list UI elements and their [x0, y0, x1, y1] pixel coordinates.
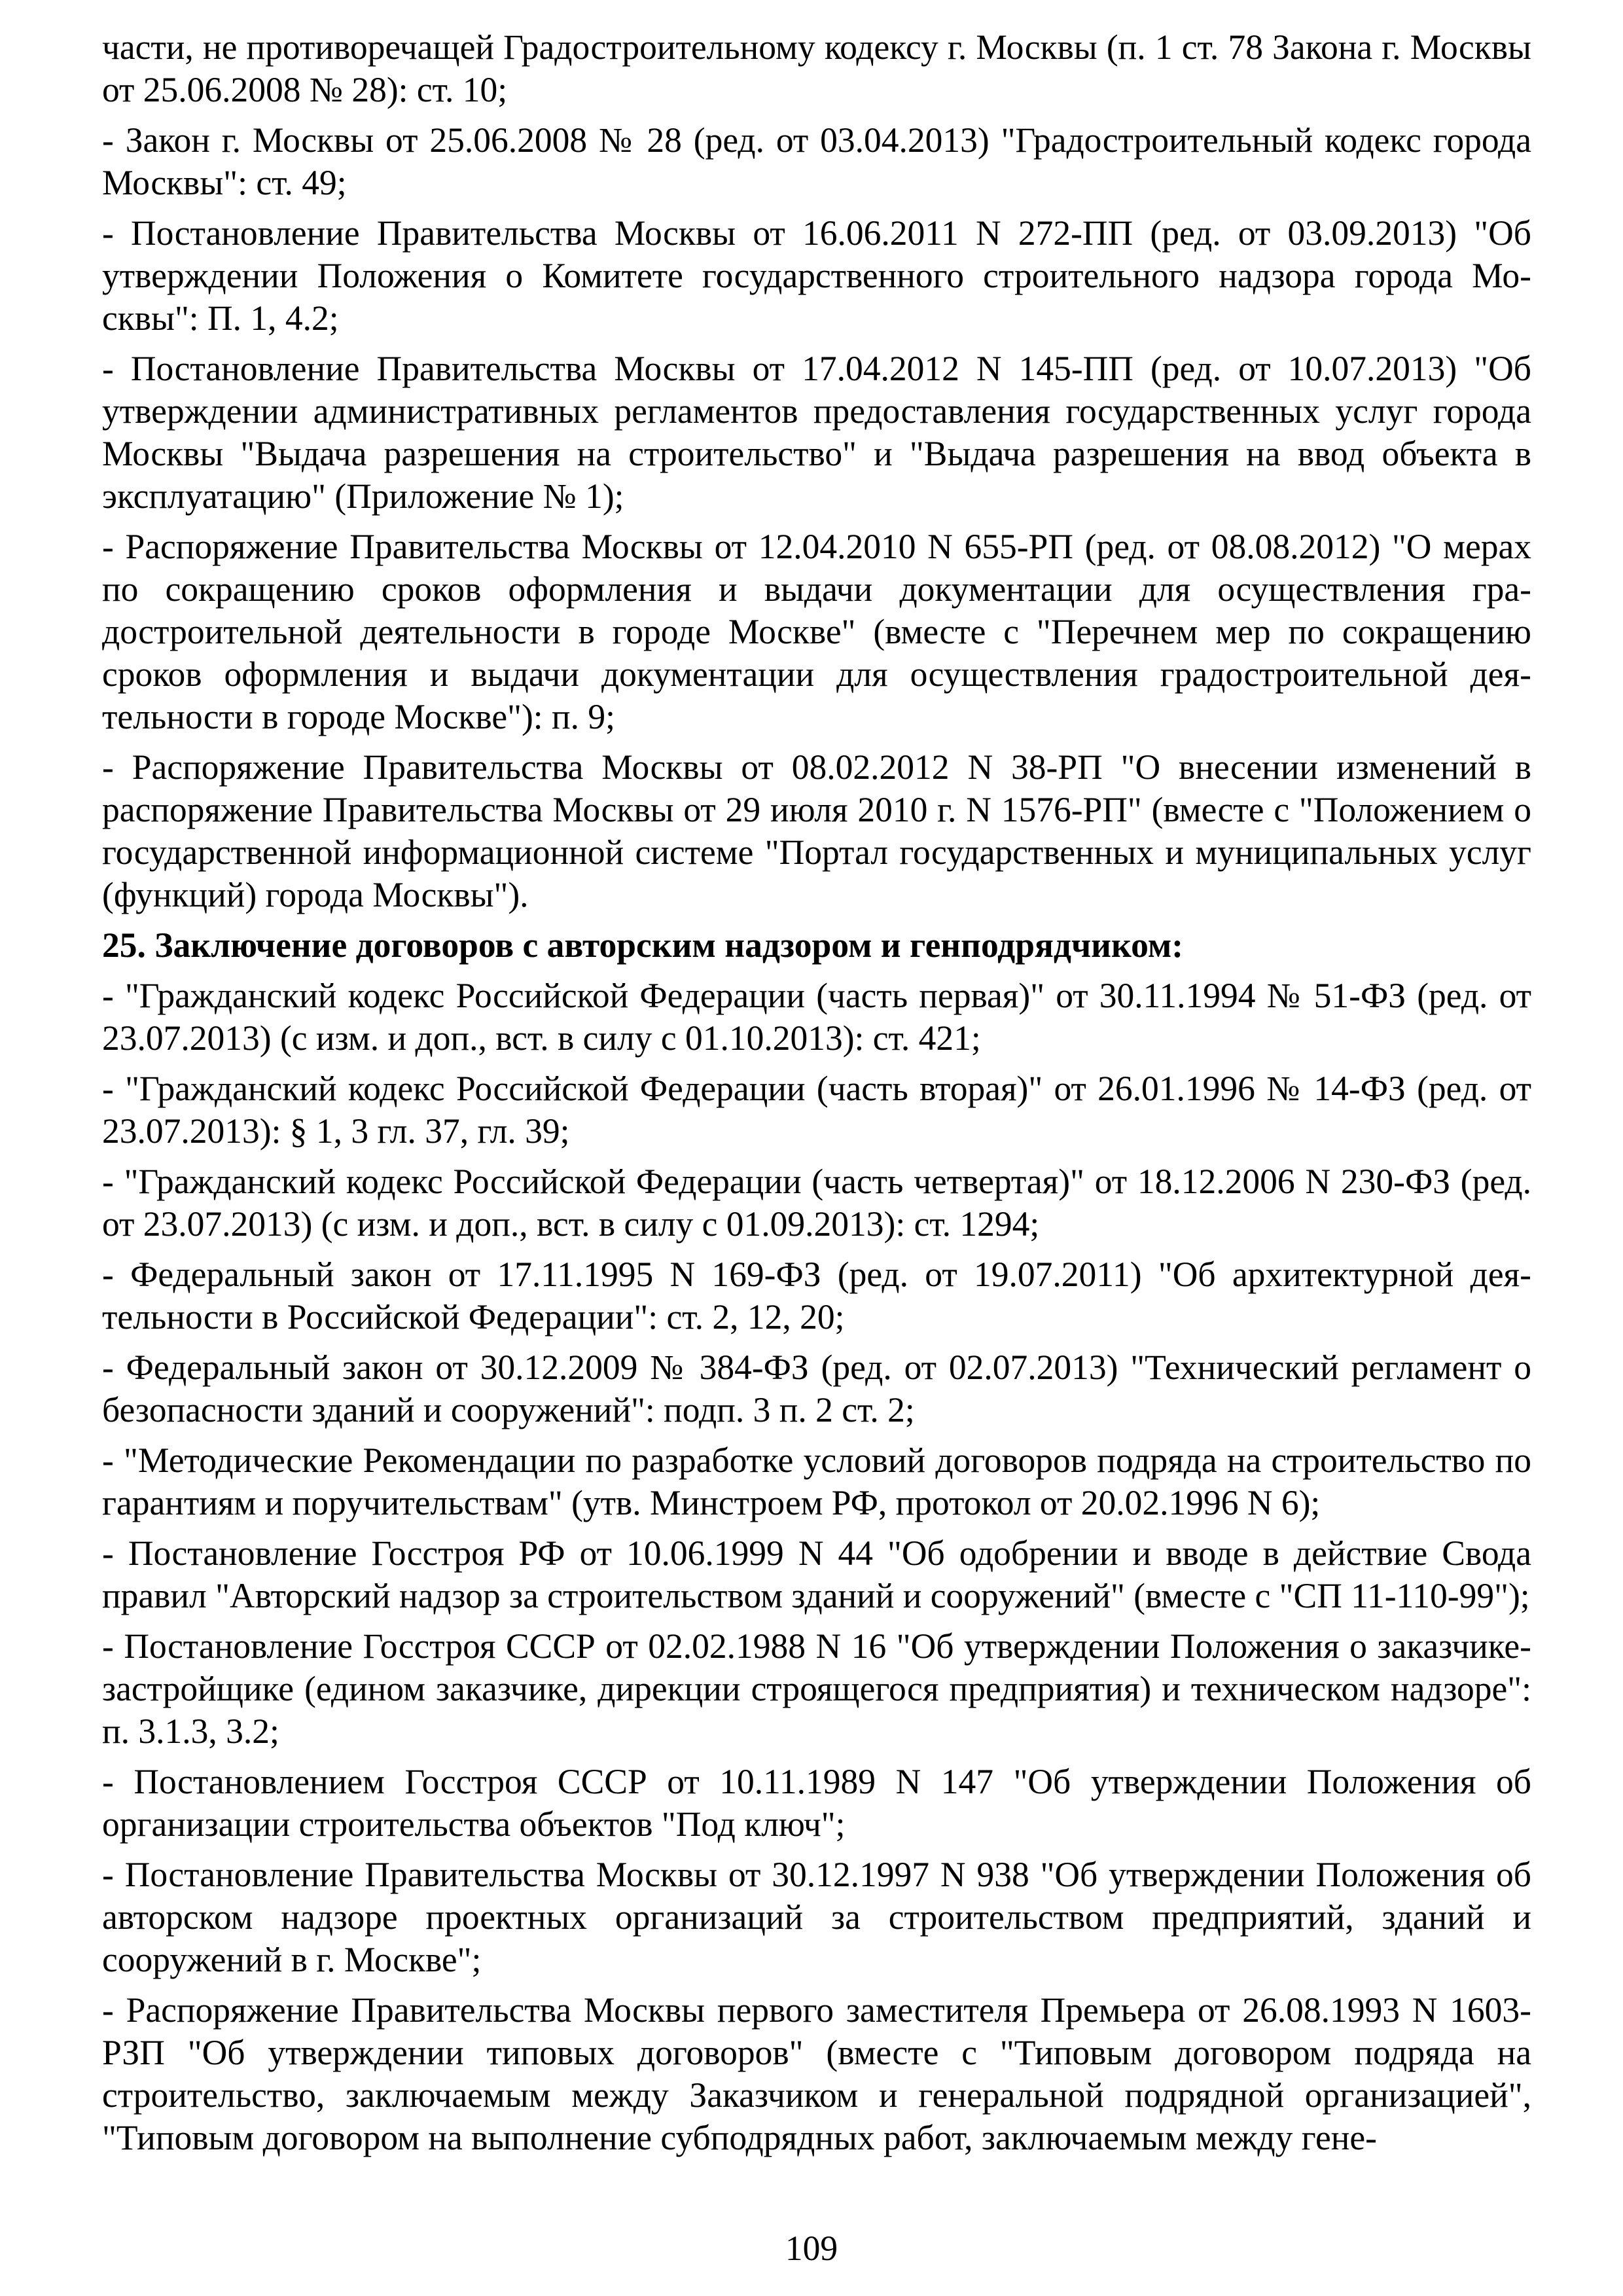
paragraph-methodical-recommendations: - "Методические Рекомендации по разработке условий договоров подряда на строительство по гарантиям и поручительствам" (утв. Минстроем РФ, протокол от 20.02.1996 N 6); [102, 1441, 1531, 1522]
paragraph-federal-law-169: - Федеральный закон от 17.11.1995 N 169-ФЗ (ред. от 19.07.2011) "Об архитектурной деятельности в Российской Федерации": ст. 2, 12, 20; [102, 1255, 1531, 1336]
paragraph-order-655-rp: - Распоряжение Правительства Москвы от 12.04.2010 N 655-РП (ред. от 08.08.2012) "О мерах по сокращению сроков оформления и выдачи документации для осуществления градостроительной деятельности в городе Москве" (вместе с "Перечнем мер по сокращению сроков оформления и выдачи документации для осуществления градостроительной деятельности в городе Москве"): п. 9; [102, 527, 1531, 736]
paragraph-gosstroy-44: - Постановление Госстроя РФ от 10.06.1999 N 44 "Об одобрении и вводе в действие Свода правил "Авторский надзор за строительством зданий и сооружений" (вместе с "СП 11-110-99"); [102, 1534, 1531, 1615]
paragraph-resolution-938: - Постановление Правительства Москвы от 30.12.1997 N 938 "Об утверждении Положения об авторском надзоре проектных организаций за строительством предприятий, зданий и сооружений в г. Москве"; [102, 1855, 1531, 1979]
paragraph-moscow-urban-code: - Закон г. Москвы от 25.06.2008 № 28 (ред. от 03.04.2013) "Градостроительный кодекс города Москвы": ст. 49; [102, 120, 1531, 202]
paragraph-civil-code-part-4: - "Гражданский кодекс Российской Федерации (часть четвертая)" от 18.12.2006 N 230-ФЗ (ред. от 23.07.2013) (с изм. и доп., вст. в силу с 01.09.2013): ст. 1294; [102, 1162, 1531, 1244]
paragraph-gosstroy-ussr-147: - Постановлением Госстроя СССР от 10.11.1989 N 147 "Об утверждении Положения об организации строительства объектов "Под ключ"; [102, 1762, 1531, 1844]
section-heading-25: 25. Заключение договоров с авторским надзором и генподрядчиком: [102, 925, 1184, 965]
paragraph-continuation: части, не противоречащей Градостроительному кодексу г. Москвы (п. 1 ст. 78 Закона г. Москвы от 25.06.2008 № 28): ст. 10; [102, 27, 1531, 109]
paragraph-resolution-272-pp: - Постановление Правительства Москвы от 16.06.2011 N 272-ПП (ред. от 03.09.2013) "Об утверждении Положения о Комитете государственного строительного надзора города Москвы": П. 1, 4.2; [102, 213, 1531, 338]
paragraph-order-38-rp: - Распоряжение Правительства Москвы от 08.02.2012 N 38-РП "О внесении изменений в распоряжение Правительства Москвы от 29 июля 2010 г. N 1576-РП" (вместе с "Положением о государственной информационной системе "Портал государственных и муниципальных услуг (функций) города Москвы"). [102, 747, 1531, 914]
paragraph-federal-law-384: - Федеральный закон от 30.12.2009 № 384-ФЗ (ред. от 02.07.2013) "Технический регламент о безопасности зданий и сооружений": подп. 3 п. 2 ст. 2; [102, 1348, 1531, 1429]
document-page [102, 26, 1531, 2167]
paragraph-civil-code-part-2: - "Гражданский кодекс Российской Федерации (часть вторая)" от 26.01.1996 № 14-ФЗ (ред. от 23.07.2013): § 1, 3 гл. 37, гл. 39; [102, 1069, 1531, 1151]
page-number: 109 [785, 2229, 838, 2268]
paragraph-civil-code-part-1: - "Гражданский кодекс Российской Федерации (часть первая)" от 30.11.1994 № 51-ФЗ (ред. от 23.07.2013) (с изм. и доп., вст. в силу с 01.10.2013): ст. 421; [102, 976, 1531, 1058]
paragraph-resolution-145-pp: - Постановление Правительства Москвы от 17.04.2012 N 145-ПП (ред. от 10.07.2013) "Об утверждении административных регламентов предоставления государственных услуг города Москвы "Выдача разрешения на строительство" и "Выдача разрешения на ввод объекта в эксплуатацию" (Приложение № 1); [102, 349, 1531, 516]
paragraph-order-1603-rzp: - Распоряжение Правительства Москвы первого заместителя Премьера от 26.08.1993 N 1603-РЗП "Об утверждении типовых договоров" (вместе с "Типовым договором подряда на строительство, заключаемым между Заказчиком и генеральной подрядной организацией", "Типовым договором на выполнение субподрядных работ, заключаемым между гене- [102, 1990, 1531, 2157]
paragraph-gosstroy-ussr-16: - Постановление Госстроя СССР от 02.02.1988 N 16 "Об утверждении Положения о заказчике-застройщике (едином заказчике, дирекции строящегося предприятия) и техническом надзоре": п. 3.1.3, 3.2; [102, 1626, 1531, 1751]
